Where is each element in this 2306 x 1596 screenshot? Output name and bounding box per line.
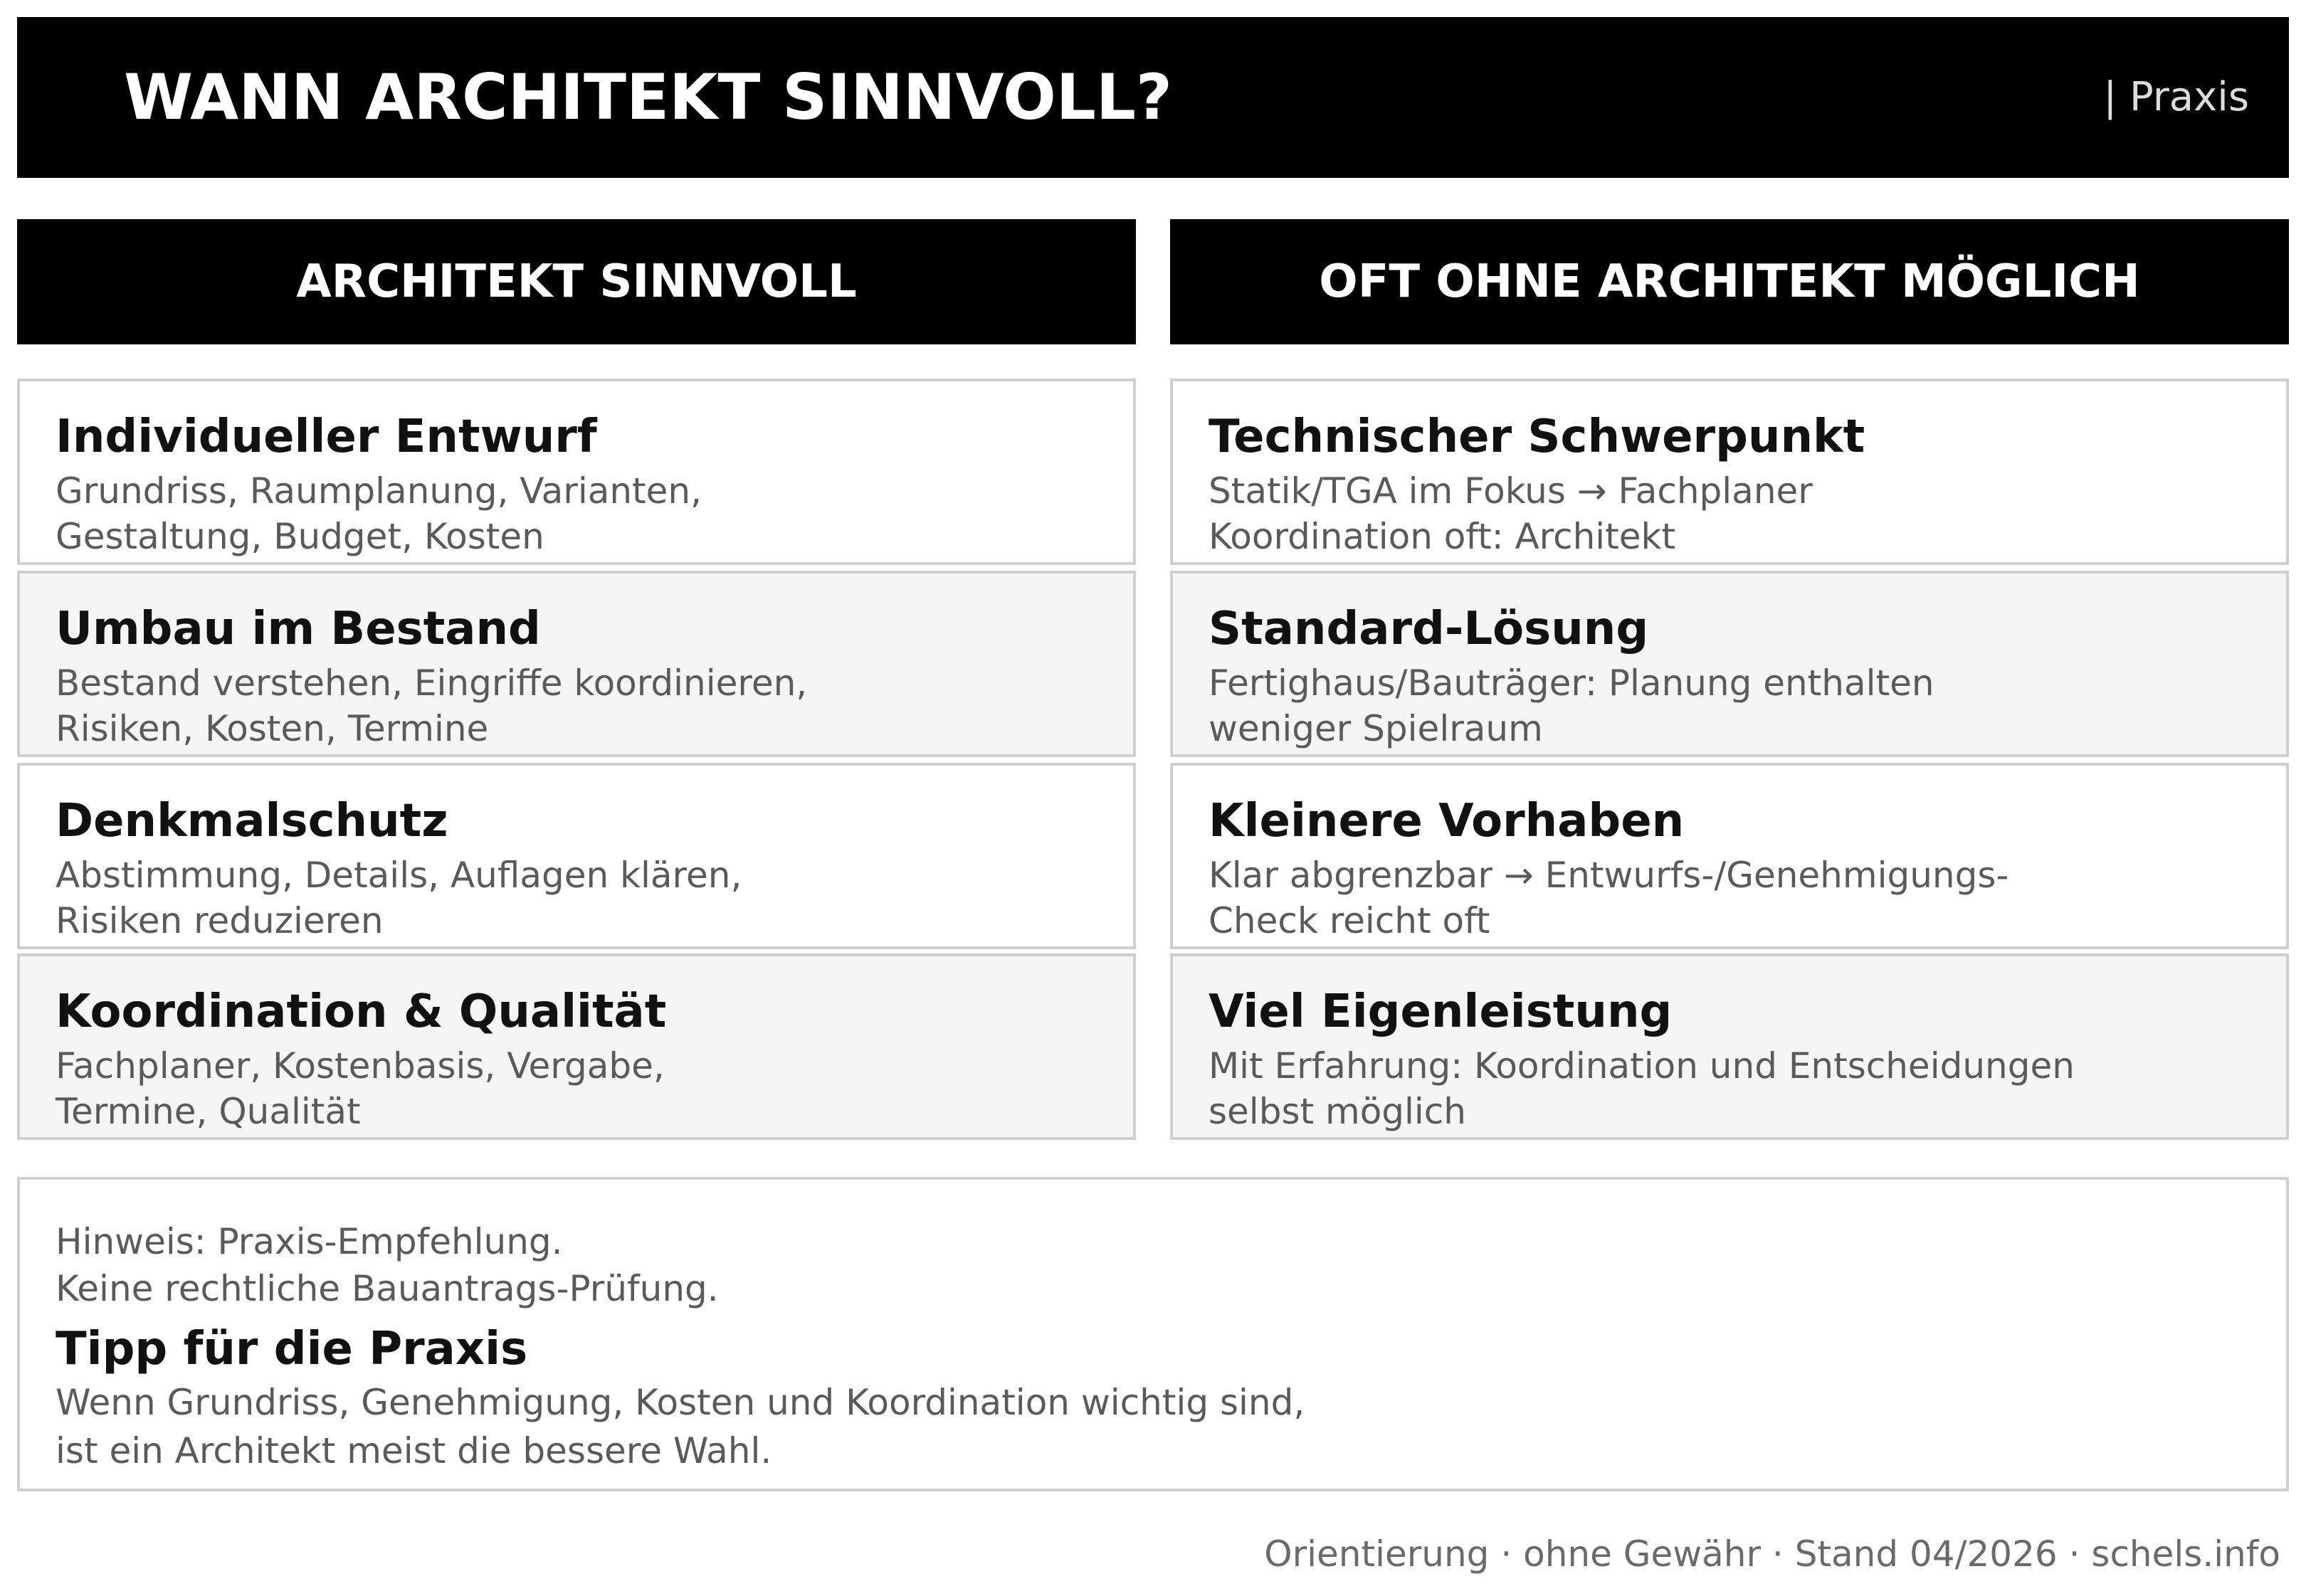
card-umbau-im-bestand	[17, 571, 1136, 757]
card-description-line: Grundriss, Raumplanung, Varianten,	[56, 470, 702, 512]
tip-line: Wenn Grundriss, Genehmigung, Kosten und Koordination wichtig sind,	[56, 1382, 1305, 1423]
card-description-line: Risiken, Kosten, Termine	[56, 708, 489, 749]
card-kleinere-vorhaben	[1170, 763, 2289, 949]
card-title: Viel Eigenleistung	[1209, 985, 1673, 1038]
category-tag: | Praxis	[2103, 74, 2249, 120]
card-description	[56, 1043, 1097, 1134]
card-description-line: Gestaltung, Budget, Kosten	[56, 516, 544, 557]
tip-title: Tipp für die Praxis	[56, 1323, 528, 1375]
card-description-line: weniger Spielraum	[1209, 708, 1543, 749]
card-title: Standard-Lösung	[1209, 603, 1649, 655]
card-description-line: Mit Erfahrung: Koordination und Entscheidungen	[1209, 1045, 2075, 1087]
card-individueller-entwurf	[17, 379, 1136, 565]
note-line: Keine rechtliche Bauantrags-Prüfung.	[56, 1268, 719, 1309]
card-description-line: selbst möglich	[1209, 1091, 1466, 1132]
card-description-line: Klar abgrenzbar → Entwurfs-/Genehmigungs-	[1209, 855, 2009, 896]
card-description-line: Abstimmung, Details, Auflagen klären,	[56, 855, 742, 896]
note-line: Hinweis: Praxis-Empfehlung.	[56, 1221, 563, 1262]
card-description	[56, 468, 1097, 559]
card-description-line: Check reicht oft	[1209, 900, 1490, 941]
card-title: Umbau im Bestand	[56, 603, 541, 655]
card-description	[1209, 852, 2250, 944]
card-koordination-qualitaet	[17, 953, 1136, 1140]
card-title: Technischer Schwerpunkt	[1209, 411, 1865, 463]
card-title: Kleinere Vorhaben	[1209, 795, 1685, 847]
card-description-line: Fertighaus/Bauträger: Planung enthalten	[1209, 662, 1934, 704]
page-title: WANN ARCHITEKT SINNVOLL?	[124, 60, 1172, 134]
column-heading-left: ARCHITEKT SINNVOLL	[17, 219, 1136, 344]
card-denkmalschutz	[17, 763, 1136, 949]
card-title: Denkmalschutz	[56, 795, 448, 847]
card-description-line: Bestand verstehen, Eingriffe koordinieren,	[56, 662, 808, 704]
card-viel-eigenleistung	[1170, 953, 2289, 1140]
column-heading-right: OFT OHNE ARCHITEKT MÖGLICH	[1170, 219, 2289, 344]
card-description	[1209, 660, 2250, 751]
note-box	[17, 1177, 2289, 1491]
card-description-line: Koordination oft: Architekt	[1209, 516, 1676, 557]
card-description	[56, 660, 1097, 751]
card-description	[1209, 1043, 2250, 1134]
footer-text: Orientierung · ohne Gewähr · Stand 04/2026 · schels.info	[1264, 1533, 2280, 1575]
card-description-line: Risiken reduzieren	[56, 900, 384, 941]
card-description	[1209, 468, 2250, 559]
tip-line: ist ein Architekt meist die bessere Wahl.	[56, 1430, 772, 1471]
title-bar	[17, 17, 2289, 178]
card-technischer-schwerpunkt	[1170, 379, 2289, 565]
card-description	[56, 852, 1097, 944]
card-title: Individueller Entwurf	[56, 411, 597, 463]
card-title: Koordination & Qualität	[56, 985, 667, 1038]
card-standard-loesung	[1170, 571, 2289, 757]
card-description-line: Statik/TGA im Fokus → Fachplaner	[1209, 470, 1813, 512]
card-description-line: Termine, Qualität	[56, 1091, 361, 1132]
card-description-line: Fachplaner, Kostenbasis, Vergabe,	[56, 1045, 665, 1087]
